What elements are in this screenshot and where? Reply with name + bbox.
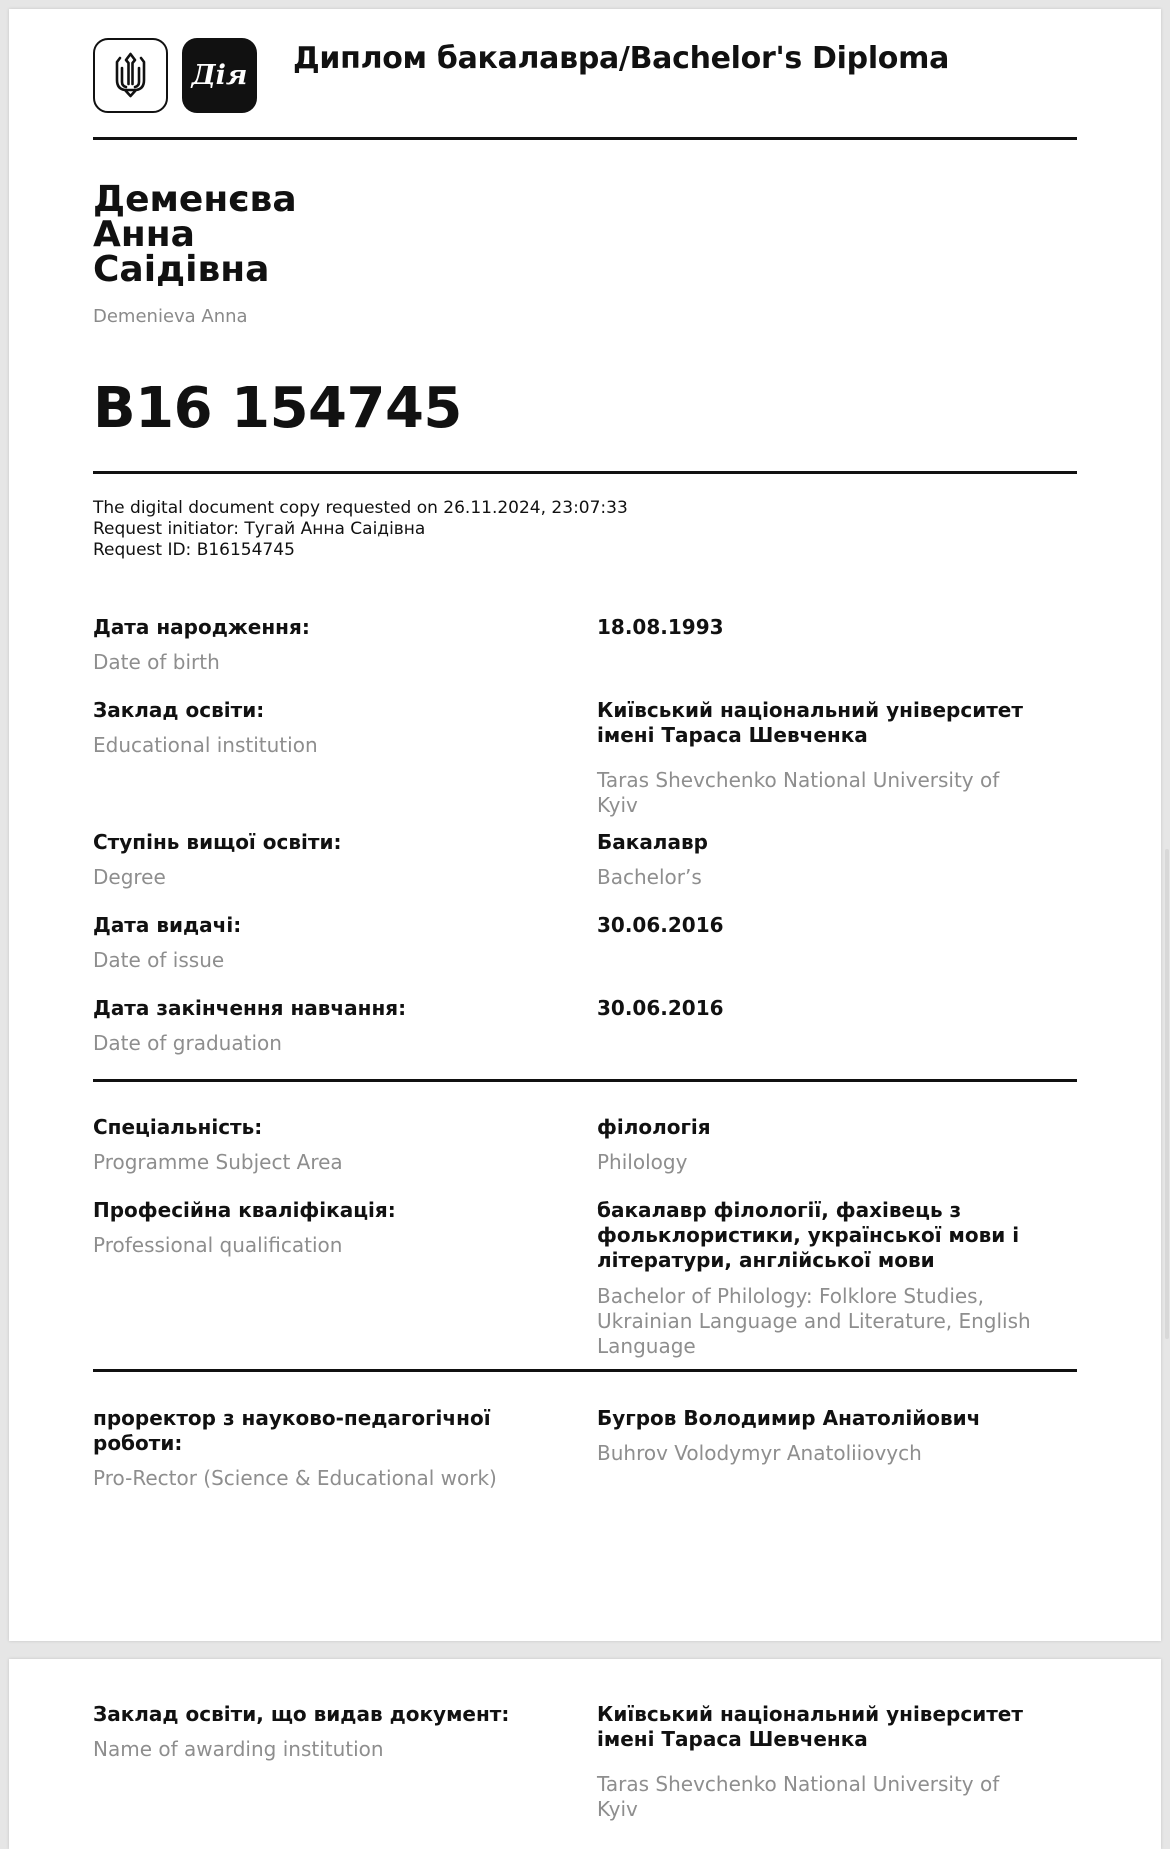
- institution-value-line1: Київський національний університет: [597, 698, 1023, 722]
- diploma-page-1: [9, 9, 1161, 1641]
- qualification-value-en-line2: Ukrainian Language and Literature, English: [597, 1309, 1031, 1333]
- request-info: [93, 498, 628, 561]
- holder-patronymic: Саідівна: [93, 249, 270, 290]
- degree-label: Ступінь вищої освіти:: [93, 830, 342, 854]
- specialty-label: Спеціальність:: [93, 1115, 263, 1139]
- institution-value-line2: імені Тараса Шевченка: [597, 723, 868, 747]
- awarding-institution-value-line1: Київський національний університет: [597, 1702, 1023, 1726]
- qualification-value-line2: фольклористики, української мови і: [597, 1223, 1020, 1247]
- awarding-institution-label-en: Name of awarding institution: [93, 1737, 384, 1761]
- signatory-value: Бугров Володимир Анатолійович: [597, 1406, 981, 1430]
- institution-label-en: Educational institution: [93, 733, 318, 757]
- institution-label: Заклад освіти:: [93, 698, 265, 722]
- qualification-value-en-line3: Language: [597, 1334, 696, 1358]
- institution-value-en-line1: Taras Shevchenko National University of: [597, 768, 1000, 792]
- request-initiator: Request initiator: Тугай Анна Саідівна: [93, 519, 426, 539]
- degree-value: Бакалавр: [597, 830, 708, 854]
- qualification-value-line3: літератури, англійської мови: [597, 1248, 935, 1272]
- qualification-value-en-line1: Bachelor of Philology: Folklore Studies,: [597, 1284, 984, 1308]
- issue-date-label-en: Date of issue: [93, 948, 225, 972]
- qualification-value-line1: бакалавр філології, фахівець з: [597, 1198, 962, 1222]
- issue-date-value: 30.06.2016: [597, 913, 724, 937]
- issue-date-label: Дата видачі:: [93, 913, 242, 937]
- awarding-institution-value-en-line1: Taras Shevchenko National University of: [597, 1772, 1000, 1796]
- awarding-institution-value-en-line2: Kyiv: [597, 1797, 638, 1821]
- diia-logo-text: Дія: [191, 60, 248, 91]
- degree-value-en: Bachelor’s: [597, 865, 702, 889]
- birth-label-en: Date of birth: [93, 650, 220, 674]
- trident-icon: [95, 40, 166, 111]
- birth-label: Дата народження:: [93, 615, 310, 639]
- qualification-label-en: Professional qualification: [93, 1233, 343, 1257]
- divider: [93, 471, 1077, 474]
- divider: [93, 1079, 1077, 1082]
- signatory-label-en: Pro-Rector (Science & Educational work): [93, 1466, 497, 1490]
- diploma-page-2: [9, 1659, 1161, 1849]
- request-id: Request ID: B16154745: [93, 540, 295, 560]
- divider: [93, 1369, 1077, 1372]
- holder-given-name: Анна: [93, 214, 195, 255]
- document-title: Диплом бакалавра/Bachelor's Diploma: [293, 41, 950, 76]
- degree-label-en: Degree: [93, 865, 166, 889]
- graduation-date-value: 30.06.2016: [597, 996, 724, 1020]
- holder-surname: Деменєва: [93, 179, 297, 220]
- holder-latin-name: Demenieva Anna: [93, 306, 248, 327]
- scrollbar[interactable]: [1165, 849, 1169, 1339]
- request-date: The digital document copy requested on 26.11.2024, 23:07:33: [93, 498, 628, 518]
- signatory-value-en: Buhrov Volodymyr Anatoliiovych: [597, 1441, 922, 1465]
- diia-logo: [182, 38, 257, 113]
- specialty-label-en: Programme Subject Area: [93, 1150, 343, 1174]
- graduation-date-label-en: Date of graduation: [93, 1031, 282, 1055]
- birth-value: 18.08.1993: [597, 615, 724, 639]
- divider: [93, 137, 1077, 140]
- signatory-label-line1: проректор з науково-педагогічної: [93, 1406, 491, 1430]
- qualification-label: Професійна кваліфікація:: [93, 1198, 396, 1222]
- specialty-value-en: Philology: [597, 1150, 688, 1174]
- signatory-label-line2: роботи:: [93, 1431, 183, 1455]
- institution-value-en-line2: Kyiv: [597, 793, 638, 817]
- awarding-institution-label: Заклад освіти, що видав документ:: [93, 1702, 510, 1726]
- document-number: В16 154745: [93, 376, 462, 441]
- trident-logo: [93, 38, 168, 113]
- awarding-institution-value-line2: імені Тараса Шевченка: [597, 1727, 868, 1751]
- graduation-date-label: Дата закінчення навчання:: [93, 996, 407, 1020]
- specialty-value: філологія: [597, 1115, 711, 1139]
